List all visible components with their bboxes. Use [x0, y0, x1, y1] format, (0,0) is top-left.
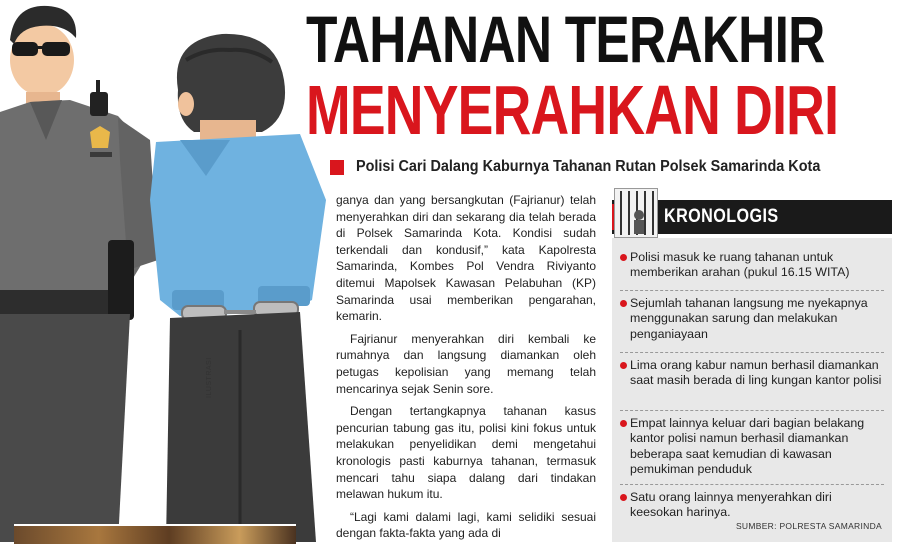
kronologis-title: KRONOLOGIS — [664, 206, 779, 227]
kronologis-item: Sejumlah tahanan langsung me nyekapnya menggunakan sarung dan melakukan penganiayaan — [620, 296, 884, 342]
red-bullet-icon — [620, 300, 627, 307]
divider — [620, 410, 884, 411]
illustration-police-arrest — [0, 0, 330, 542]
photo-thumbnail-strip — [14, 524, 296, 544]
paragraph-1: ganya dan yang bersangkutan (Fajrianur) telah menyerahkan diri dan sekarang dia telah berada di Polsek Samarinda Kota. Kondisi sudah terkendali dan kondusif,” kata Kapolresta Samarinda, Kombes Pol Vendra Riviyanto ditemui Mapolsek Kawasan Pelabuhan (KP) Samarinda usai memberikan pengarahan, kemarin. — [336, 193, 596, 324]
paragraph-4: “Lagi kami dalami lagi, kami selidiki sesuai dengan fakta-fakta yang ada di — [336, 509, 596, 541]
suspect-figure — [150, 34, 326, 542]
divider — [620, 290, 884, 291]
kronologis-item: Lima orang kabur namun berhasil diamankan saat masih berada di ling kungan kantor polisi — [620, 358, 884, 389]
red-bullet-icon — [620, 362, 627, 369]
illustration-credit: ILUSTRASI — [206, 357, 213, 398]
article-body — [336, 192, 596, 548]
subheadline: Polisi Cari Dalang Kaburnya Tahanan Rutan Polsek Samarinda Kota — [356, 158, 821, 175]
red-bullet-icon — [620, 254, 627, 261]
kronologis-item: Satu orang lainnya menyerahkan diri keesokan harinya. — [620, 490, 884, 521]
police-officer-figure — [0, 6, 158, 542]
headline-line-2: MENYERAHKAN DIRI — [306, 71, 839, 149]
kronologis-item: Polisi masuk ke ruang tahanan untuk memberikan arahan (pukul 16.15 WITA) — [620, 250, 884, 281]
red-bullet-icon — [620, 494, 627, 501]
divider — [620, 352, 884, 353]
jail-cell-icon — [614, 188, 658, 238]
headline-line-1: TAHANAN TERAKHIR — [306, 2, 825, 76]
subheadline-marker — [330, 160, 344, 175]
red-bullet-icon — [620, 420, 627, 427]
kronologis-list — [612, 238, 892, 542]
divider — [620, 484, 884, 485]
kronologis-item: Empat lainnya keluar dari bagian belakang kantor polisi namun berhasil diamankan beberapa saat kemudian di kawasan pemukiman penduduk — [620, 416, 884, 478]
paragraph-3: Dengan tertangkapnya tahanan kasus pencurian tabung gas itu, polisi kini fokus untuk melakukan penyelidikan demi mengetahui kronologis pasti kaburnya tahanan, termasuk mencari tahu siapa dalang dari tindakan melawan hukum itu. — [336, 404, 596, 502]
source-credit: SUMBER: POLRESTA SAMARINDA — [735, 521, 882, 531]
paragraph-2: Fajrianur menyerahkan diri kembali ke rumahnya dan langsung diamankan oleh petugas kepolisian yang memang telah mencarinya sejak Senin sore. — [336, 331, 596, 396]
